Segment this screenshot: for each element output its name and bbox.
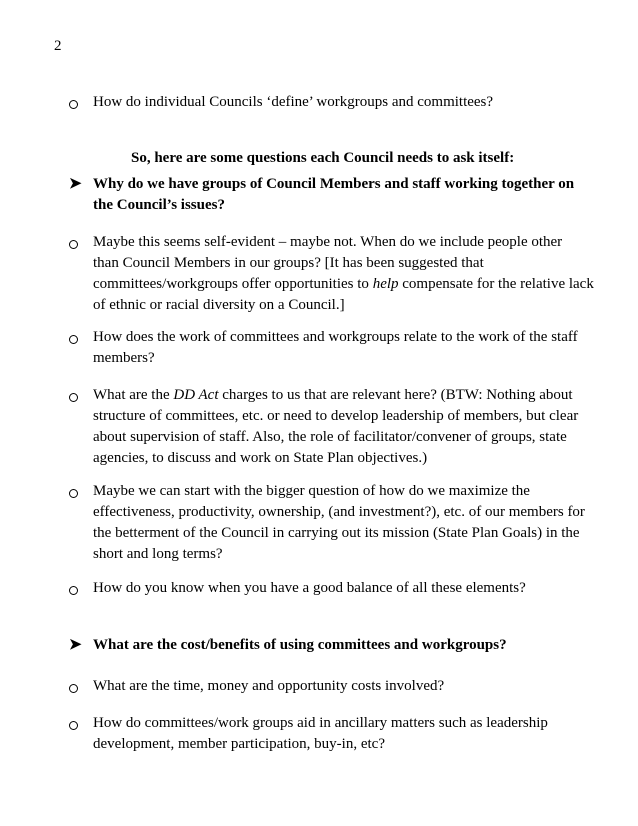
item-text-emphasis: help — [372, 276, 399, 292]
item-text-line: What are the cost/benefits of using committees and workgroups? — [93, 637, 507, 653]
item-text-line: What are the time, money and opportunity costs involved? — [93, 678, 445, 694]
item-text-line: of ethnic or racial diversity on a Council.] — [93, 297, 345, 313]
arrow-bullet-icon: ➤ — [69, 637, 82, 653]
list-item — [69, 174, 593, 216]
list-item — [93, 232, 593, 316]
circle-bullet-icon — [69, 385, 85, 409]
item-text-line: Maybe this seems self-evident – maybe not. When do we include people other — [93, 234, 563, 250]
page-number: 2 — [54, 38, 62, 54]
item-text-line: about supervision of staff. Also, the role of facilitator/convener of groups, state — [93, 429, 567, 445]
item-text-line: members? — [93, 350, 155, 366]
item-text-line: Why do we have groups of Council Members and staff working together on — [93, 176, 575, 192]
circle-bullet-icon — [69, 232, 85, 256]
item-text-segment: What are the — [93, 387, 174, 403]
item-text-emphasis: DD Act — [173, 387, 219, 403]
item-text-line: How do committees/work groups aid in ancillary matters such as leadership — [93, 715, 548, 731]
item-text-line — [93, 274, 593, 295]
item-text-line: How do individual Councils ‘define’ workgroups and committees? — [93, 94, 494, 110]
list-item — [93, 385, 593, 469]
section-heading: So, here are some questions each Council needs to ask itself: — [131, 150, 515, 166]
circle-bullet-icon — [69, 676, 85, 700]
item-text-segment: charges to us that are relevant here? (BTW: Nothing about — [218, 387, 573, 403]
item-text-line: than Council Members in our groups? [It has been suggested that — [93, 255, 484, 271]
item-text-line: development, member participation, buy-in, etc? — [93, 736, 385, 752]
circle-bullet-icon — [69, 327, 85, 351]
circle-bullet-icon — [69, 713, 85, 737]
item-text-line: the betterment of the Council in carrying out its mission (State Plan Goals) in the — [93, 525, 580, 541]
circle-bullet-icon — [69, 481, 85, 505]
item-text-segment: committees/workgroups offer opportunities to — [93, 276, 373, 292]
circle-bullet-icon — [69, 578, 85, 602]
item-text-line: agencies, to discuss and work on State Plan objectives.) — [93, 450, 428, 466]
item-text-line: structure of committees, etc. or need to develop leadership of members, but clear — [93, 408, 579, 424]
item-text-line: How do you know when you have a good balance of all these elements? — [93, 580, 526, 596]
item-text-line: How does the work of committees and workgroups relate to the work of the staff — [93, 329, 578, 345]
item-text-line: Maybe we can start with the bigger question of how do we maximize the — [93, 483, 530, 499]
item-text-line: the Council’s issues? — [93, 197, 225, 213]
item-text-segment: compensate for the relative lack — [398, 276, 594, 292]
item-text-line: effectiveness, productivity, ownership, (and investment?), etc. of our members for — [93, 504, 585, 520]
list-item — [93, 327, 593, 369]
list-item — [93, 92, 593, 113]
list-item — [93, 713, 593, 755]
arrow-bullet-icon: ➤ — [69, 176, 82, 192]
list-item — [93, 676, 593, 697]
list-item — [93, 578, 593, 599]
list-item — [69, 635, 593, 656]
circle-bullet-icon — [69, 92, 85, 116]
item-text-line — [93, 385, 593, 406]
list-item — [93, 481, 593, 565]
item-text-line: short and long terms? — [93, 546, 223, 562]
